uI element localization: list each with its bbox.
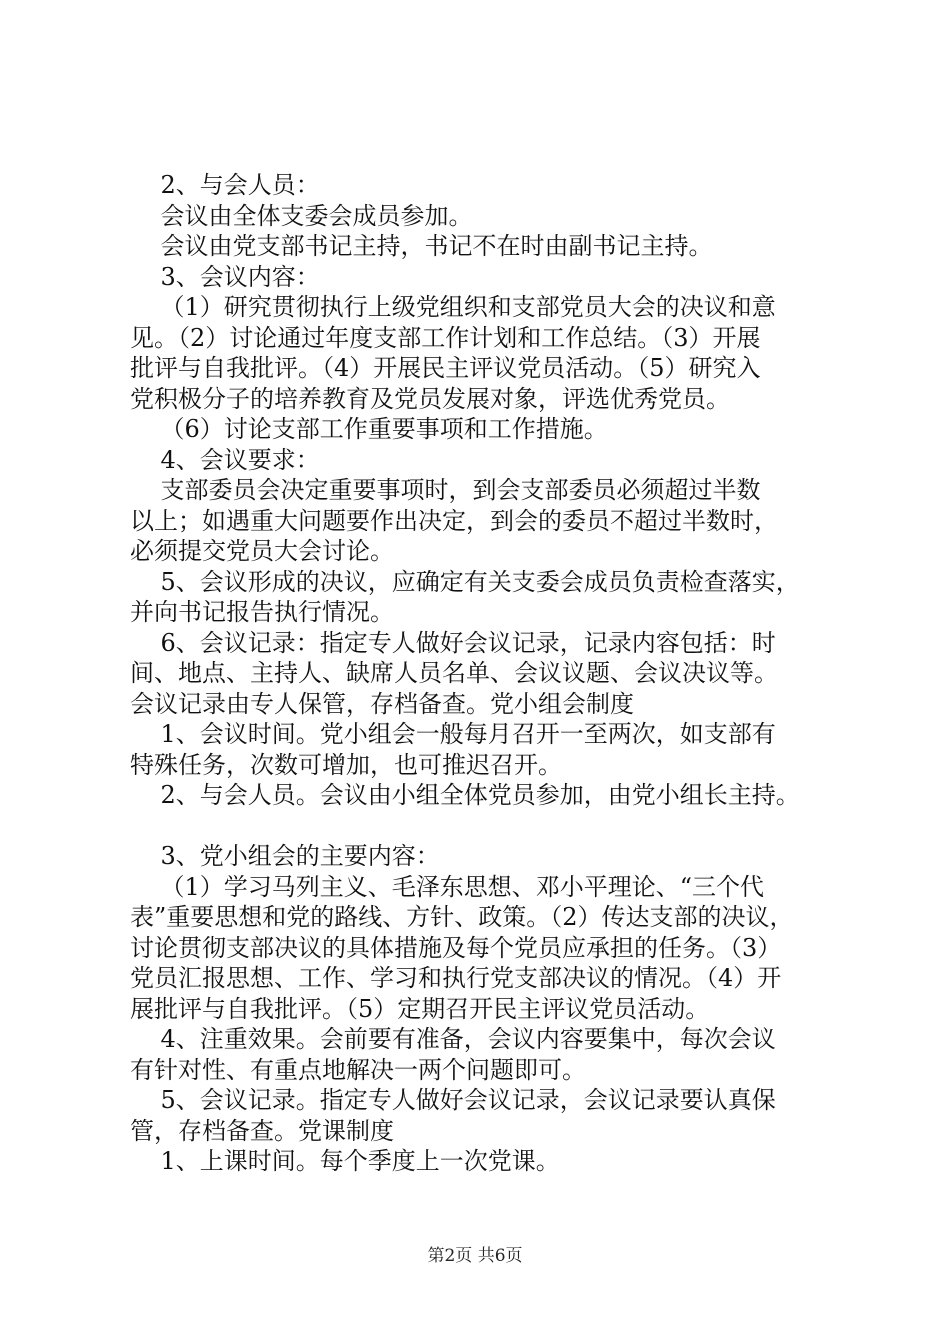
text-line: （1）学习马列主义、毛泽东思想、邓小平理论、“三个代: [130, 872, 765, 901]
text-line: 必须提交党员大会讨论。: [130, 537, 394, 565]
text-line: 见。（2）讨论通过年度支部工作计划和工作总结。（3）开展: [130, 323, 761, 352]
text-line: 5、会议记录。指定专人做好会议记录，会议记录要认真保: [130, 1086, 776, 1114]
text-line: 2、与会人员。会议由小组全体党员参加，由党小组长主持。: [130, 781, 800, 809]
text-line: 管，存档备查。党课制度: [130, 1116, 394, 1145]
text-line: 会议记录由专人保管，存档备查。党小组会制度: [130, 689, 634, 718]
text-line: 批评与自我批评。（4）开展民主评议党员活动。（5）研究入: [130, 354, 761, 382]
text-line: 间、地点、主持人、缺席人员名单、会议议题、会议决议等。: [130, 659, 778, 687]
page-number-footer: 第2页 共6页: [427, 1246, 523, 1266]
text-line: 有针对性、有重点地解决一两个问题即可。: [130, 1055, 586, 1084]
text-line: 党员汇报思想、工作、学习和执行党支部决议的情况。（4）开: [130, 964, 782, 992]
text-line: 会议由党支部书记主持，书记不在时由副书记主持。: [130, 232, 713, 260]
text-line: 2、与会人员：: [130, 171, 320, 199]
text-line: 讨论贯彻支部决议的具体措施及每个党员应承担的任务。（3）: [130, 933, 782, 962]
text-line: 4、会议要求：: [130, 445, 320, 474]
text-line: （6）讨论支部工作重要事项和工作措施。: [130, 415, 608, 443]
text-line: 4、注重效果。会前要有准备，会议内容要集中，每次会议: [130, 1025, 776, 1053]
text-line: 表”重要思想和党的路线、方针、政策。（2）传达支部的决议，: [130, 903, 794, 931]
text-line: [130, 811, 842, 842]
text-line: 支部委员会决定重要事项时，到会支部委员必须超过半数: [130, 476, 761, 504]
text-line: 3、会议内容：: [130, 262, 320, 291]
text-line: 党积极分子的培养教育及党员发展对象，评选优秀党员。: [130, 384, 730, 413]
text-line: 1、上课时间。每个季度上一次党课。: [130, 1147, 560, 1175]
text-line: 5、会议形成的决议，应确定有关支委会成员负责检查落实，: [130, 567, 800, 596]
text-line: 展批评与自我批评。（5）定期召开民主评议党员活动。: [130, 994, 710, 1023]
text-line: （1）研究贯彻执行上级党组织和支部党员大会的决议和意: [130, 293, 776, 321]
text-line: 6、会议记录：指定专人做好会议记录，记录内容包括：时: [130, 628, 776, 657]
text-line: 以上；如遇重大问题要作出决定，到会的委员不超过半数时，: [130, 506, 778, 535]
document-body: [130, 170, 842, 1177]
text-line: 3、党小组会的主要内容：: [130, 842, 440, 870]
text-line: 并向书记报告执行情况。: [130, 598, 394, 626]
text-line: 特殊任务，次数可增加，也可推迟召开。: [130, 750, 562, 779]
text-line: 会议由全体支委会成员参加。: [130, 201, 473, 230]
text-line: 1、会议时间。党小组会一般每月召开一至两次，如支部有: [130, 720, 776, 748]
